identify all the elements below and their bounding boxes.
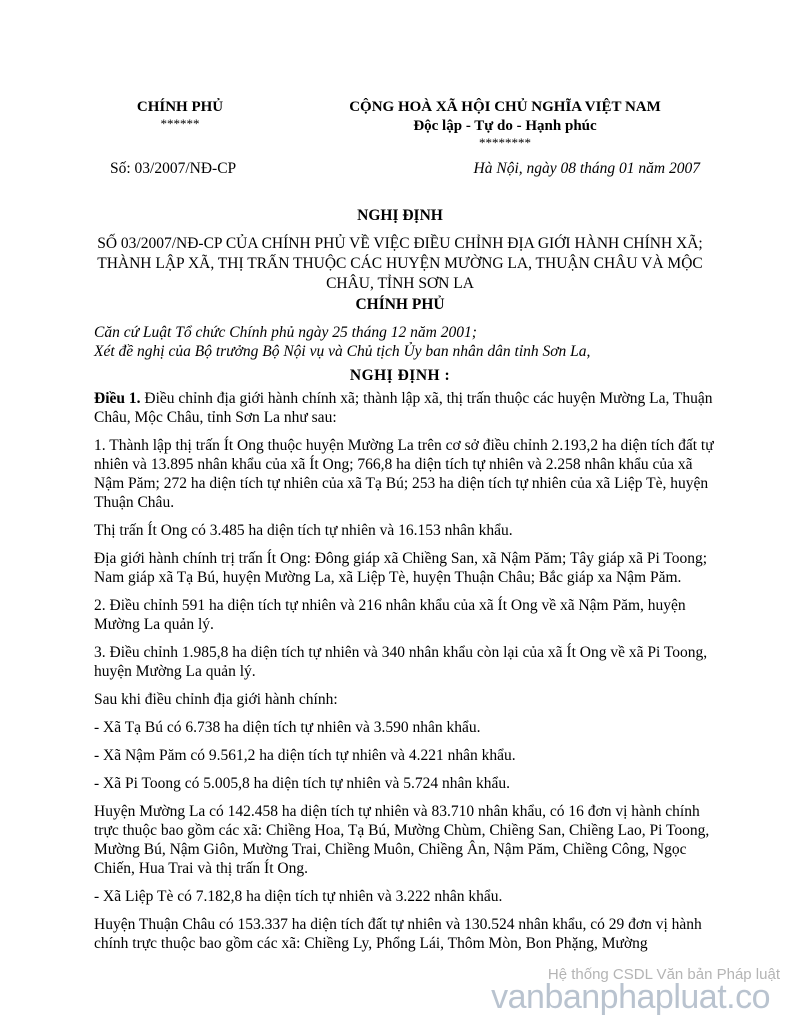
issuer-heading: CHÍNH PHỦ <box>355 296 445 313</box>
nation-name: CỘNG HOÀ XÃ HỘI CHỦ NGHĨA VIỆT NAM <box>349 99 661 115</box>
paragraph: Huyện Thuận Châu có 153.337 ha diện tích đất tự nhiên và 130.524 nhân khẩu, có 29 đơn vị hành chính trực thuộc bao gồm các xã: Chiềng Ly, Phổng Lái, Thôm Mòn, Bon Phặng, Mường <box>94 916 702 952</box>
paragraph: - Xã Pi Toong có 5.005,8 ha diện tích tự nhiên và 5.724 nhân khẩu. <box>94 775 510 792</box>
paragraph: 1. Thành lập thị trấn Ít Ong thuộc huyện Mường La trên cơ sở điều chỉnh 2.193,2 ha diện tích đất tự nhiên và 13.895 nhân khẩu của xã Ít Ong; 766,8 ha diện tích tự nhiên và 2.258 nhân khẩu của xã Nậm Păm; 272 ha diện tích tự nhiên của xã Tạ Bú; 253 ha diện tích tự nhiên của xã Liệp Tè, huyện Thuận Châu. <box>94 437 714 511</box>
issuing-agency <box>110 98 250 131</box>
article-1 <box>94 389 714 427</box>
preamble-line: Xét đề nghị của Bộ trưởng Bộ Nội vụ và Chủ tịch Ủy ban nhân dân tỉnh Sơn La, <box>94 343 591 360</box>
document-type: NGHỊ ĐỊNH <box>357 207 443 224</box>
paragraph: - Xã Liệp Tè có 7.182,8 ha diện tích tự nhiên và 3.222 nhân khẩu. <box>94 888 503 905</box>
paragraph: - Xã Nậm Păm có 9.561,2 ha diện tích tự nhiên và 4.221 nhân khẩu. <box>94 747 516 764</box>
watermark-caption: Hệ thống CSDL Văn bản Pháp luật <box>547 966 780 983</box>
document-body <box>94 389 714 962</box>
paragraph: - Xã Tạ Bú có 6.738 ha diện tích tự nhiên và 3.590 nhân khẩu. <box>94 719 481 736</box>
place-date: Hà Nội, ngày 08 tháng 01 năm 2007 <box>473 160 700 177</box>
agency-stars: ****** <box>160 116 200 131</box>
document-subject: SỐ 03/2007/NĐ-CP CỦA CHÍNH PHỦ VỀ VIỆC ĐIỀU CHỈNH ĐỊA GIỚI HÀNH CHÍNH XÃ; THÀNH LẬP XÃ, THỊ TRẤN THUỘC CÁC HUYỆN MƯỜNG LA, THUẬN CHÂU VÀ MỘC CHÂU, TỈNH SƠN LA <box>97 235 703 292</box>
preamble <box>94 323 714 361</box>
article-text: Điều chỉnh địa giới hành chính xã; thành lập xã, thị trấn thuộc các huyện Mường La, Thuận Châu, Mộc Châu, tỉnh Sơn La như sau: <box>94 390 713 426</box>
motto-stars: ******** <box>479 135 531 150</box>
paragraph: Sau khi điều chỉnh địa giới hành chính: <box>94 691 338 708</box>
national-header <box>320 98 690 150</box>
paragraph: Thị trấn Ít Ong có 3.485 ha diện tích tự nhiên và 16.153 nhân khẩu. <box>94 522 513 539</box>
decree-heading: NGHỊ ĐỊNH : <box>349 367 451 384</box>
document-number: Số: 03/2007/NĐ-CP <box>110 160 237 177</box>
preamble-line: Căn cứ Luật Tổ chức Chính phủ ngày 25 tháng 12 năm 2001; <box>94 324 477 341</box>
agency-name: CHÍNH PHỦ <box>136 99 224 115</box>
paragraph: 3. Điều chỉnh 1.985,8 ha diện tích tự nhiên và 340 nhân khẩu còn lại của xã Ít Ong về xã Pi Toong, huyện Mường La quản lý. <box>94 644 708 680</box>
paragraph: 2. Điều chỉnh 591 ha diện tích tự nhiên và 216 nhân khẩu của xã Ít Ong về xã Nậm Păm, huyện Mường La quản lý. <box>94 597 686 633</box>
paragraph: Huyện Mường La có 142.458 ha diện tích tự nhiên và 83.710 nhân khẩu, có 16 đơn vị hành chính trực thuộc bao gồm các xã: Chiềng Hoa, Tạ Bú, Mường Chùm, Chiềng San, Chiềng Lao, Pi Toong, Mường Bú, Nậm Giôn, Mường Trai, Chiềng Muôn, Chiềng Ân, Nậm Păm, Chiềng Công, Ngọc Chiến, Hua Trai và thị trấn Ít Ong. <box>94 803 710 877</box>
national-motto: Độc lập - Tự do - Hạnh phúc <box>413 118 597 134</box>
article-label: Điều 1. <box>94 390 141 407</box>
watermark-site: vanbanphapluat.co <box>491 978 770 1016</box>
paragraph: Địa giới hành chính trị trấn Ít Ong: Đông giáp xã Chiềng San, xã Nậm Păm; Tây giáp xã Pi Toong; Nam giáp xã Tạ Bú, huyện Mường La, xã Liệp Tè, huyện Thuận Châu; Bắc giáp xa Nậm Păm. <box>94 550 708 586</box>
